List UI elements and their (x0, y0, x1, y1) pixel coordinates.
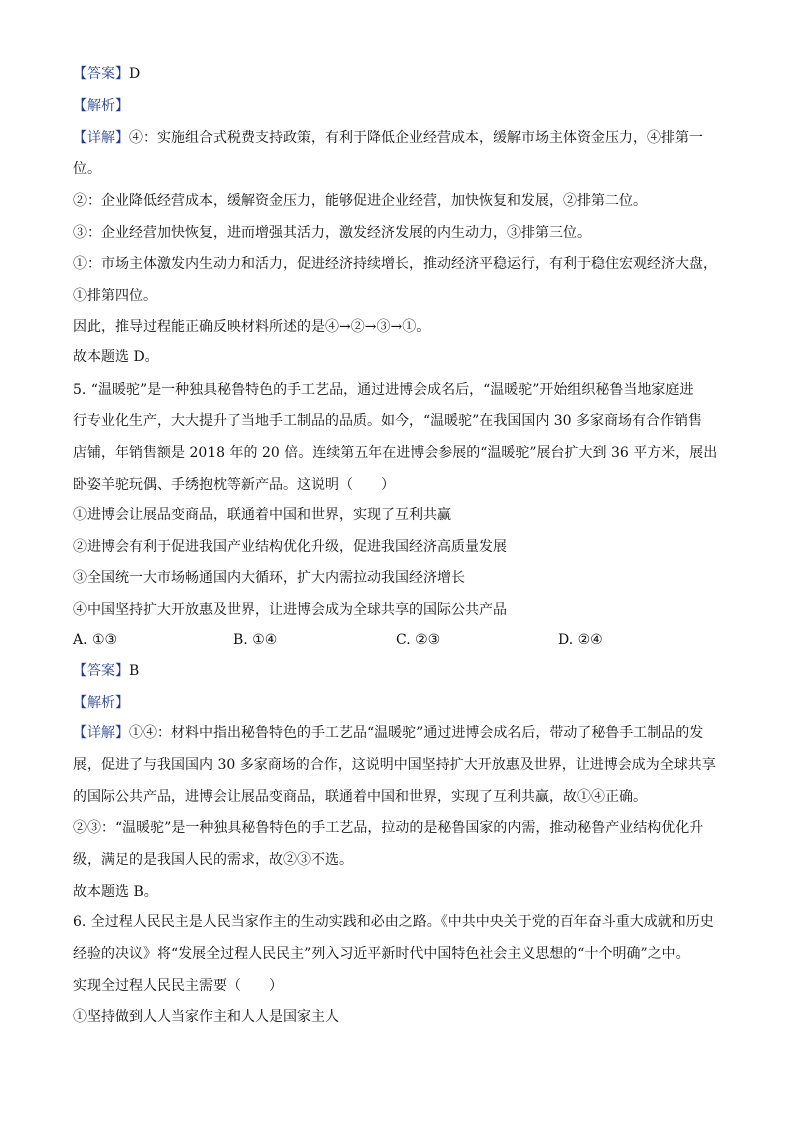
option-c: C. ②③ (396, 632, 441, 648)
answer-line (73, 661, 139, 681)
detail-line: ②：企业降低经营成本，缓解资金压力，能够促进企业经营，加快恢复和发展，②排第二位。 (73, 193, 647, 209)
detail-line: ①：市场主体激发内生动力和活力，促进经济持续增长，推动经济平稳运行，有利于稳住宏观经济大盘， (73, 256, 717, 272)
question-stem-line: 行专业化生产，大大提升了当地手工制品的品质。如今，“温暖驼”在我国国内 30 多家商场有合作销售 (73, 413, 703, 429)
statement-item: ①坚持做到人人当家作主和人人是国家主人 (73, 1009, 339, 1025)
detail-text: ④：实施组合式税费支持政策，有利于降低企业经营成本，缓解市场主体资金压力，④排第一 (129, 130, 703, 146)
question-stem-line: 经验的决议》将“发展全过程人民民主”列入习近平新时代中国特色社会主义思想的“十个明确”之中。 (73, 946, 690, 962)
option-b: B. ①④ (233, 632, 278, 648)
question-stem-line: 6. 全过程人民民主是人民当家作主的生动实践和必由之路。《中共中央关于党的百年奋斗重大成就和历史 (73, 914, 714, 930)
detail-line: 的国际公共产品，进博会让展品变商品，联通着中国和世界，实现了互利共赢，故①④正确。 (73, 789, 647, 805)
question-stem-line: 5. “温暖驼”是一种独具秘鲁特色的手工艺品，通过进博会成名后，“温暖驼”开始组织秘鲁当地家庭进 (73, 382, 694, 398)
detail-line: 级，满足的是我国人民的需求，故②③不选。 (73, 852, 353, 868)
statement-item: ②进博会有利于促进我国产业结构优化升级，促进我国经济高质量发展 (73, 539, 507, 555)
question-stem-line: 卧姿羊驼玩偶、手绣抱枕等新产品。这说明（ ） (73, 477, 395, 493)
analysis-tag: 【解析】 (73, 695, 129, 711)
answer-value: B (129, 663, 140, 679)
detail-text: ①④：材料中指出秘鲁特色的手工艺品“温暖驼”通过进博会成名后，带动了秘鲁手工制品的发 (129, 725, 704, 741)
detail-line: 展，促进了与我国国内 30 多家商场的合作，这说明中国坚持扩大开放惠及世界，让进博会成为全球共享 (73, 757, 716, 773)
detail-tag: 【详解】 (73, 725, 129, 741)
option-a: A. ①③ (73, 632, 118, 648)
detail-tag: 【详解】 (73, 130, 129, 146)
analysis-heading (73, 693, 129, 713)
question-stem-line: 店铺，年销售额是 2018 年的 20 倍。连续第五年在进博会参展的“温暖驼”展台扩大到 36 平方米，展出 (73, 445, 718, 461)
statement-item: ①进博会让展品变商品，联通着中国和世界，实现了互利共赢 (73, 507, 451, 523)
detail-line: ③：企业经营加快恢复，进而增强其活力，激发经济发展的内生动力，③排第三位。 (73, 225, 591, 241)
detail-line: ②③：“温暖驼”是一种独具秘鲁特色的手工艺品，拉动的是秘鲁国家的内需，推动秘鲁产业结构优化升 (73, 820, 704, 836)
answer-line (73, 64, 140, 84)
detail-line: 位。 (73, 161, 101, 177)
statement-item: ③全国统一大市场畅通国内大循环，扩大内需拉动我国经济增长 (73, 570, 465, 586)
detail-line (73, 723, 703, 743)
analysis-heading (73, 96, 129, 116)
detail-line: 故本题选 B。 (73, 884, 158, 900)
detail-line (73, 128, 703, 148)
statement-item: ④中国坚持扩大开放惠及世界，让进博会成为全球共享的国际公共产品 (73, 602, 507, 618)
detail-line: ①排第四位。 (73, 288, 157, 304)
analysis-tag: 【解析】 (73, 98, 129, 114)
answer-value: D (129, 66, 141, 82)
answer-tag: 【答案】 (73, 663, 129, 679)
detail-line: 因此，推导过程能正确反映材料所述的是④→②→③→①。 (73, 319, 431, 335)
answer-tag: 【答案】 (73, 66, 129, 82)
detail-line: 故本题选 D。 (73, 349, 159, 365)
question-stem-line: 实现全过程人民民主需要（ ） (73, 978, 283, 994)
option-d: D. ②④ (558, 632, 603, 648)
